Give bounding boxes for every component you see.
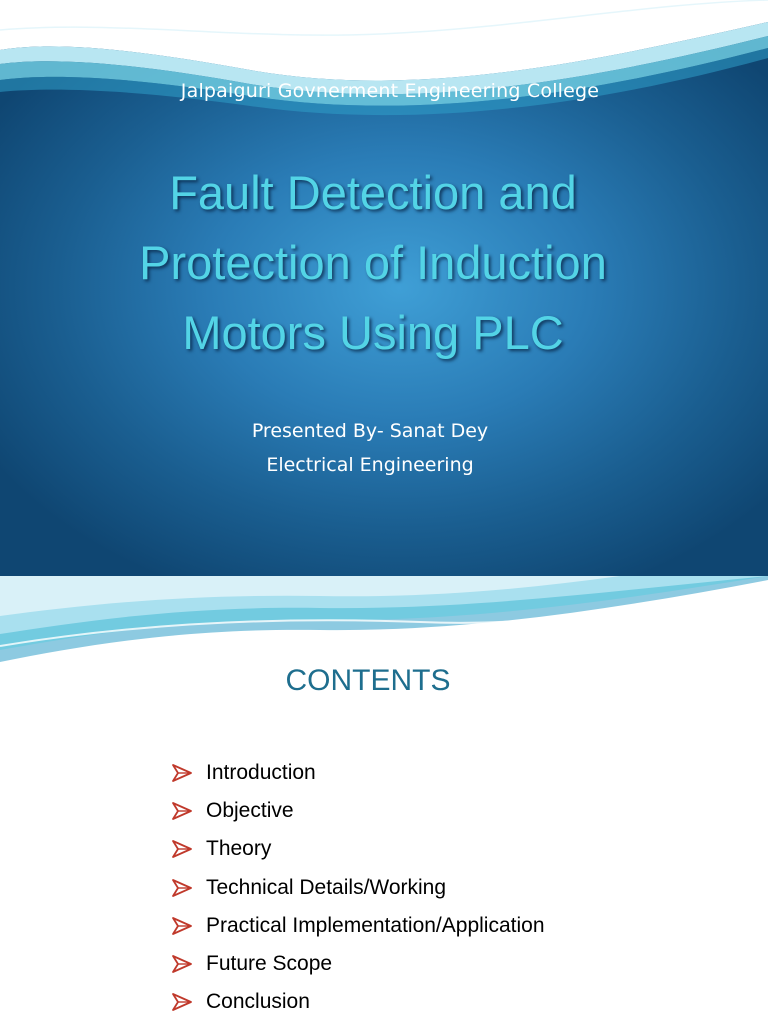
contents-heading: CONTENTS: [285, 664, 451, 697]
college-name: Jalpaiguri Govnerment Engineering College: [180, 80, 600, 102]
list-item-label: Introduction: [206, 761, 316, 785]
arrow-bullet-icon: [170, 915, 196, 937]
presenter-name: Presented By- Sanat Dey: [251, 420, 489, 442]
title-line: Motors Using PLC: [182, 306, 564, 359]
list-item-label: Theory: [206, 837, 272, 861]
presentation-title: [40, 158, 706, 368]
list-item: [170, 869, 545, 907]
top-wave-decoration: [0, 0, 768, 130]
title-line: Protection of Induction: [139, 236, 607, 289]
list-item: [170, 945, 545, 983]
contents-slide: [0, 576, 768, 1024]
title-line: Fault Detection and: [169, 166, 577, 219]
presenter-department: Electrical Engineering: [266, 454, 474, 476]
arrow-bullet-icon: [170, 991, 196, 1013]
list-item-label: Objective: [206, 799, 294, 823]
arrow-bullet-icon: [170, 762, 196, 784]
list-item: [170, 754, 545, 792]
list-item: [170, 907, 545, 945]
contents-list: [170, 754, 545, 1021]
list-item-label: Technical Details/Working: [206, 875, 447, 899]
list-item-label: Practical Implementation/Application: [206, 913, 545, 937]
arrow-bullet-icon: [170, 800, 196, 822]
list-item: [170, 983, 545, 1021]
arrow-bullet-icon: [170, 838, 196, 860]
arrow-bullet-icon: [170, 877, 196, 899]
contents-wave-decoration: [0, 576, 768, 666]
presenter-block: [0, 414, 740, 482]
arrow-bullet-icon: [170, 953, 196, 975]
list-item: [170, 830, 545, 868]
list-item-label: Future Scope: [206, 952, 333, 976]
list-item-label: Conclusion: [206, 990, 310, 1014]
list-item: [170, 792, 545, 830]
